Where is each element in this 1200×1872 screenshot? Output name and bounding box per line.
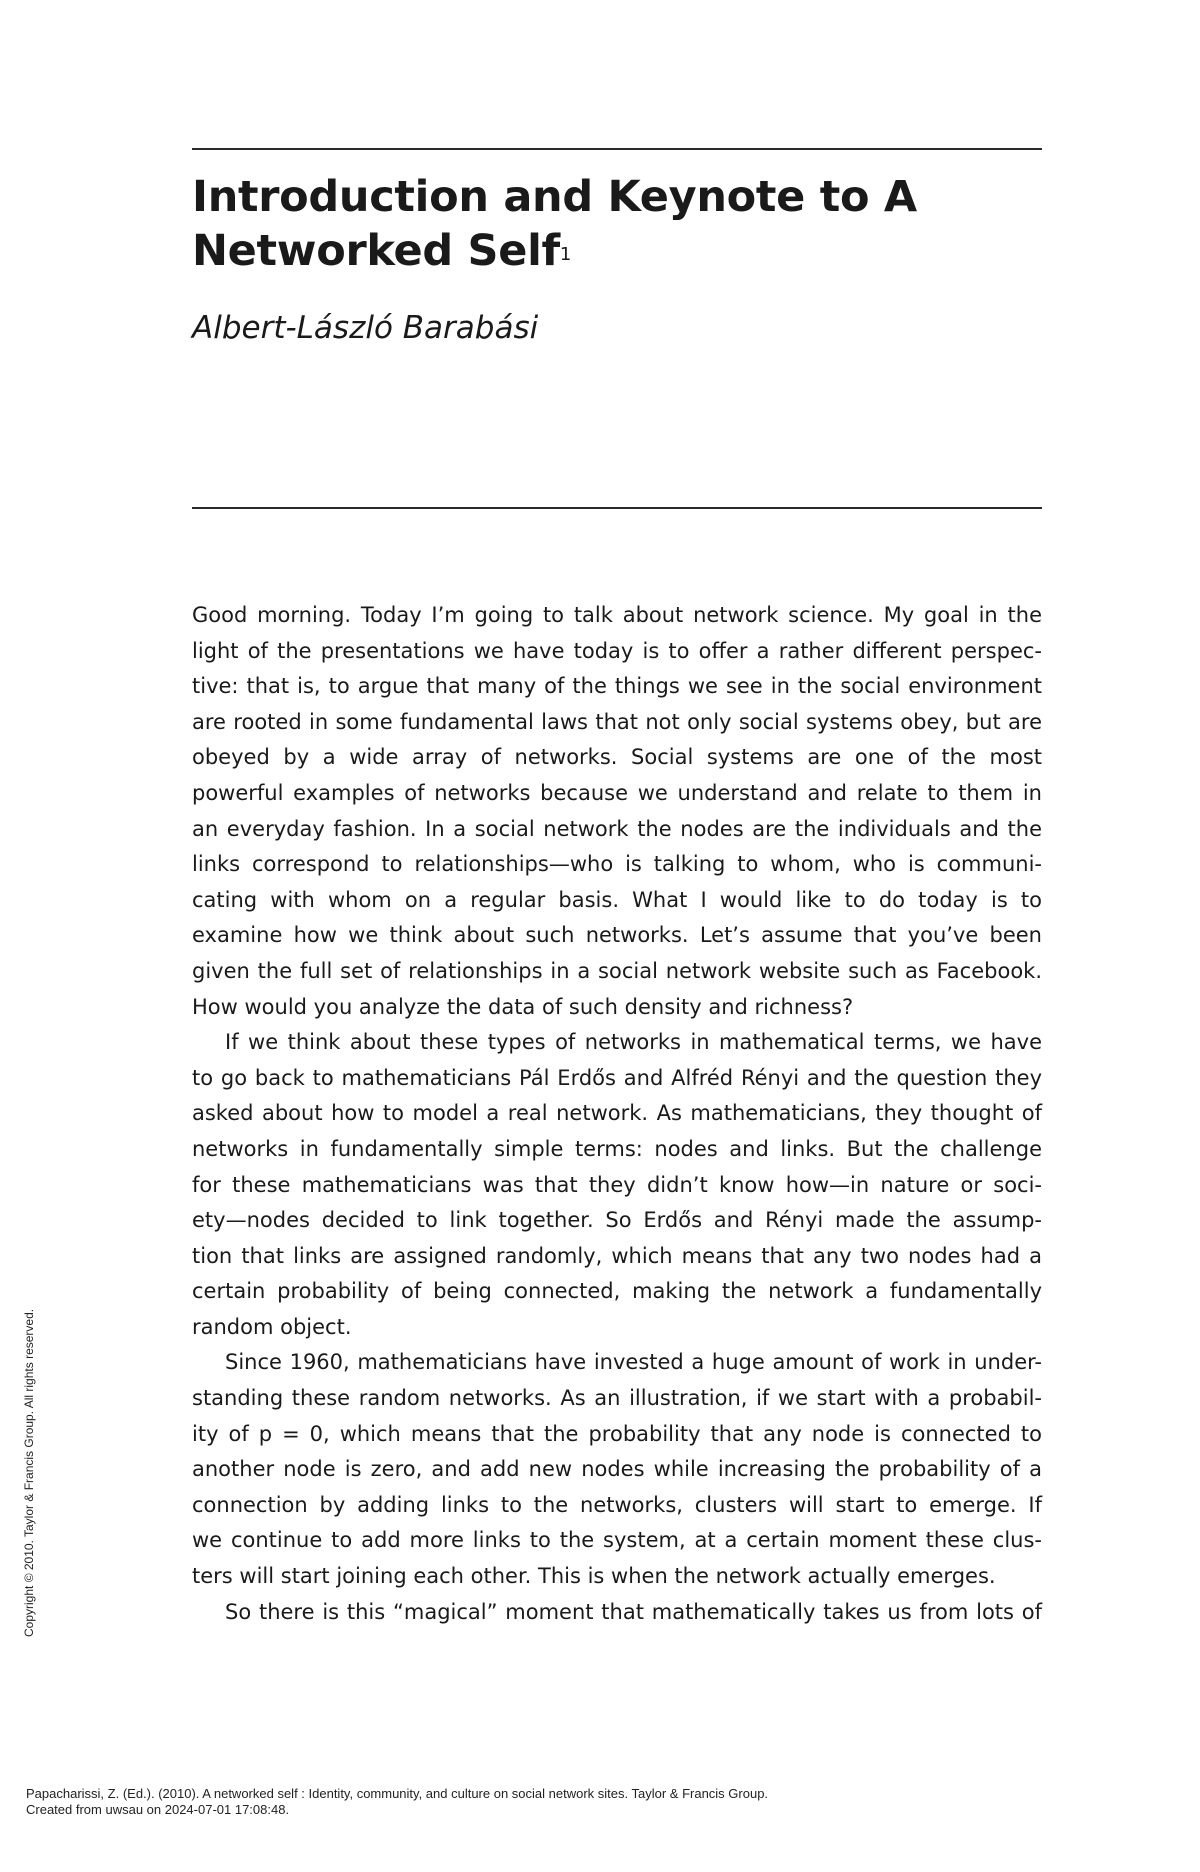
text-line: tive: that is, to argue that many of the things we see in the social environment	[192, 674, 1042, 699]
bottom-rule	[192, 507, 1042, 509]
chapter-title-text: Introduction and Keynote to A Networked Self	[192, 172, 917, 276]
text-line: networks in fundamentally simple terms: nodes and links. But the challenge	[192, 1136, 1042, 1161]
text-line: certain probability of being connected, making the network a fundamentally	[192, 1279, 1042, 1304]
text-line: Since 1960, mathematicians have invested a huge amount of work in under-	[225, 1350, 1042, 1375]
text-line: another node is zero, and add new nodes while increasing the probability of a	[192, 1457, 1042, 1482]
text-line: powerful examples of networks because we understand and relate to them in	[192, 780, 1042, 805]
text-line: random object.	[192, 1314, 352, 1339]
text-line: connection by adding links to the networks, clusters will start to emerge. If	[192, 1492, 1042, 1517]
page-footer	[26, 1786, 1176, 1818]
text-line: for these mathematicians was that they didn’t know how—in nature or soci-	[192, 1172, 1042, 1197]
text-line: tion that links are assigned randomly, which means that any two nodes had a	[192, 1243, 1042, 1268]
text-line: ters will start joining each other. This is when the network actually emerges.	[192, 1564, 996, 1589]
text-line: cating with whom on a regular basis. What I would like to do today is to	[192, 887, 1042, 912]
top-rule	[192, 148, 1042, 150]
text-line: standing these random networks. As an illustration, if we start with a probabil-	[192, 1386, 1042, 1411]
text-line: asked about how to model a real network. As mathematicians, they thought of	[192, 1101, 1042, 1126]
text-line: How would you analyze the data of such density and richness?	[192, 994, 854, 1019]
text-line: an everyday fashion. In a social network the nodes are the individuals and the	[192, 816, 1042, 841]
body-text	[192, 598, 1042, 1630]
text-line: ety—nodes decided to link together. So Erdős and Rényi made the assump-	[192, 1208, 1042, 1233]
text-line: are rooted in some fundamental laws that not only social systems obey, but are	[192, 709, 1042, 734]
text-line: Good morning. Today I’m going to talk about network science. My goal in the	[192, 603, 1042, 627]
chapter-title	[192, 170, 1042, 278]
text-line: we continue to add more links to the system, at a certain moment these clus-	[192, 1528, 1042, 1553]
text-line: given the full set of relationships in a social network website such as Facebook.	[192, 958, 1042, 983]
footnote-mark[interactable]: 1	[559, 244, 572, 265]
text-line: light of the presentations we have today is to offer a rather different perspec-	[192, 638, 1042, 663]
side-copyright-notice: Copyright © 2010. Taylor & Francis Group. All rights reserved.	[22, 1308, 36, 1637]
created-line: Created from uwsau on 2024-07-01 17:08:48.	[26, 1802, 290, 1817]
text-line: to go back to mathematicians Pál Erdős and Alfréd Rényi and the question they	[192, 1065, 1042, 1090]
text-line: If we think about these types of networks in mathematical terms, we have	[225, 1030, 1042, 1055]
author-name: Albert-László Barabási	[192, 310, 539, 346]
text-line: obeyed by a wide array of networks. Social systems are one of the most	[192, 745, 1042, 770]
text-line: links correspond to relationships—who is talking to whom, who is communi-	[192, 852, 1042, 877]
citation-line: Papacharissi, Z. (Ed.). (2010). A networked self : Identity, community, and culture on social network sites. Taylor & Francis Group.	[26, 1786, 769, 1801]
text-line: ity of p = 0, which means that the probability that any node is connected to	[192, 1421, 1042, 1446]
text-line: So there is this “magical” moment that mathematically takes us from lots of	[225, 1599, 1042, 1624]
text-line: examine how we think about such networks. Let’s assume that you’ve been	[192, 923, 1042, 948]
